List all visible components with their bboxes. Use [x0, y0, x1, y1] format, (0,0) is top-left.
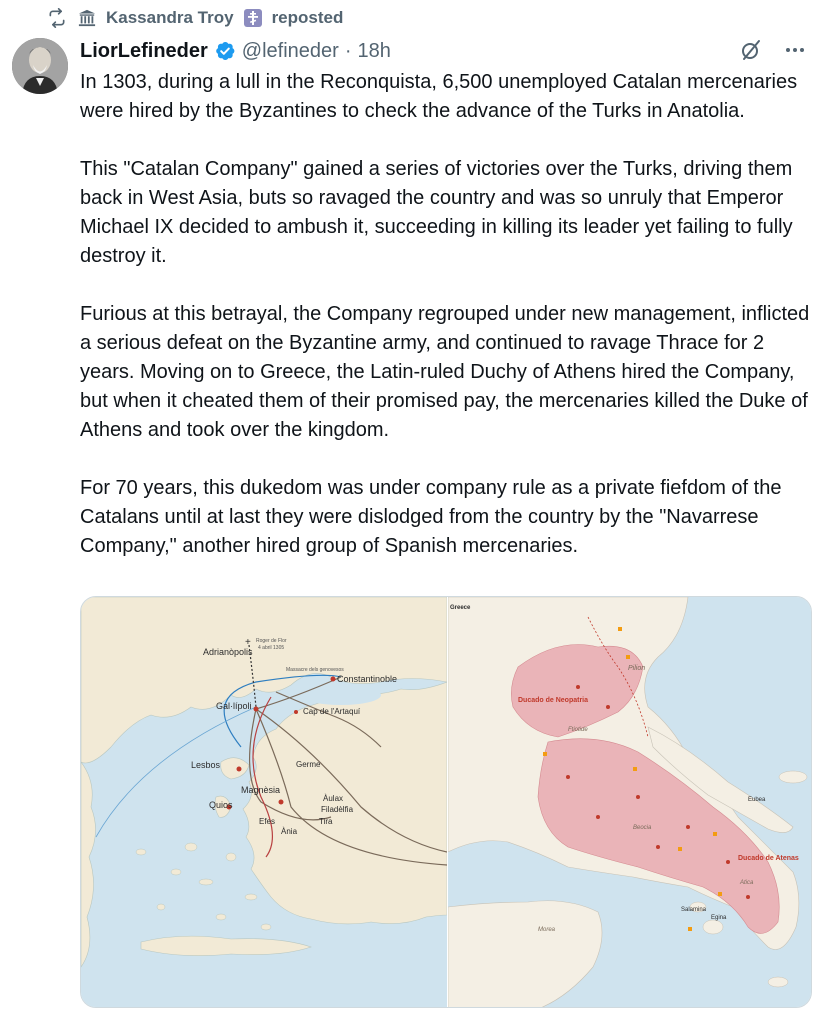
repost-label: reposted — [271, 8, 344, 27]
map-label-aulax: Àulax — [323, 794, 344, 803]
map-image-duchies-greece[interactable] — [447, 597, 812, 1007]
map-label-filadelfia: Filadèlfia — [321, 805, 354, 814]
map-label-artaqui: Cap de l'Artaquí — [303, 707, 361, 716]
map-label-magnesia: Magnèsia — [241, 785, 281, 795]
avatar[interactable] — [12, 38, 68, 94]
map-label-roger-date: 4 abril 1305 — [258, 645, 285, 651]
map-label-roger: Roger de Flor — [256, 638, 287, 644]
separator-dot: · — [344, 39, 352, 62]
tweet-paragraph: For 70 years, this dukedom was under company rule as a private fiefdom of the Catalans until at last they were dislodged from the country by the "Navarrese Company," another hired group of Spanish mercenaries. — [80, 477, 782, 557]
map-label-egina: Egina — [711, 915, 727, 921]
map-label-ania: Ània — [281, 827, 298, 836]
columns-building-icon — [76, 7, 98, 29]
svg-text:+: + — [245, 637, 251, 648]
author-handle[interactable]: @lefineder — [241, 39, 339, 62]
map-label-greece: Greece — [450, 605, 471, 611]
map-left-graphic — [81, 597, 447, 1008]
more-dots-icon[interactable] — [782, 37, 808, 63]
map-label-atica: Atica — [740, 880, 754, 886]
reposter-name[interactable]: Kassandra Troy — [106, 8, 234, 27]
repost-icon — [46, 7, 68, 29]
tweet-text — [80, 68, 810, 561]
map-label-salamina: Salamina — [681, 907, 707, 913]
map-label-germe: Germe — [296, 760, 321, 769]
timestamp[interactable]: 18h — [357, 39, 391, 62]
verified-badge-icon — [214, 40, 236, 62]
map-label-beocia: Beocia — [633, 825, 652, 831]
tweet-paragraph: In 1303, during a lull in the Reconquista, 6,500 unemployed Catalan mercenaries were hired by the Byzantines to check the advance of the Turks in Anatolia. — [80, 71, 798, 122]
map-image-catalan-route[interactable] — [81, 597, 447, 1007]
map-label-constantinoble: Constantinoble — [337, 674, 398, 684]
tweet-top-actions — [738, 37, 808, 63]
grok-slash-icon[interactable] — [738, 37, 764, 63]
map-label-ftiotide: Ftiotide — [568, 727, 588, 733]
map-label-quios: Quios — [209, 800, 233, 810]
map-label-massacre: Massacre dels genovesos — [286, 667, 344, 673]
orthodox-cross-flag-icon — [242, 7, 264, 29]
tweet-media[interactable] — [80, 596, 812, 1008]
tweet-paragraph: Furious at this betrayal, the Company regrouped under new management, inflicted a serious defeat on the Byzantine army, and continued to ravage Thrace for 2 years. Moving on to Greece, the Latin-ruled Duchy of Athens hired the Company, but when it cheated them of their promised pay, the mercenaries killed the Duke of Athens and took over the kingdom. — [80, 303, 810, 441]
tweet-paragraph: This "Catalan Company" gained a series of victories over the Turks, driving them back in West Asia, buts so ravaged the country and was so unruly that Emperor Michael IX decided to ambush it, succeeding in killing its leader yet failing to fully destroy it. — [80, 158, 793, 267]
author-name[interactable]: LiorLefineder — [80, 39, 208, 62]
map-label-gallipoli: Gal·lípoli — [216, 701, 252, 711]
map-label-lesbos: Lesbos — [191, 760, 221, 770]
map-label-ducado-atenas: Ducado de Atenas — [738, 855, 799, 862]
map-label-adrianopolis: Adrianòpolis — [203, 647, 253, 657]
map-label-ducado-neopatria: Ducado de Neopatria — [518, 697, 589, 704]
map-label-efes: Efes — [259, 817, 276, 826]
map-label-pilion: Pilion — [628, 665, 646, 672]
map-label-morea: Morea — [538, 927, 556, 933]
map-label-tira: Tira — [319, 817, 333, 826]
repost-context[interactable] — [46, 6, 343, 30]
tweet-header — [80, 37, 391, 65]
map-label-eubea: Eubea — [748, 797, 766, 803]
